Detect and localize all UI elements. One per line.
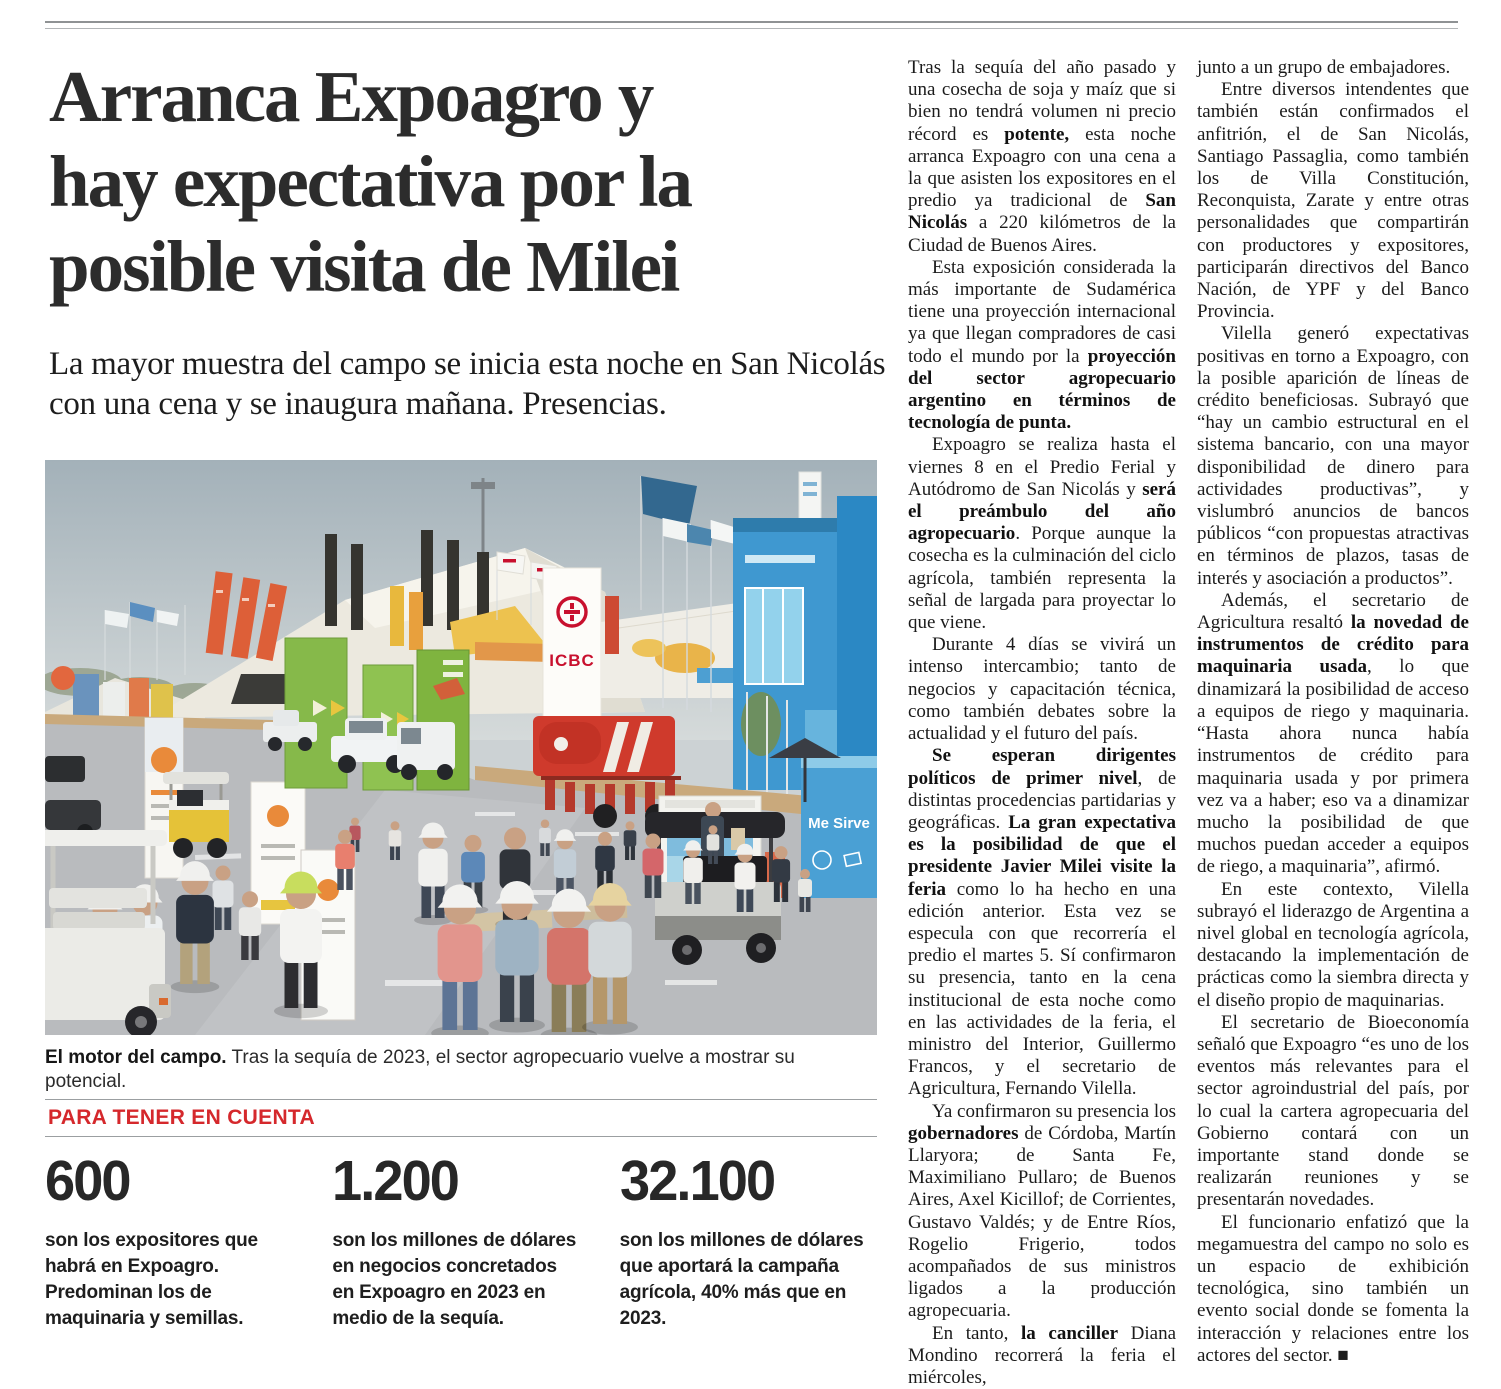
article-paragraph: En este contexto, Vilella subrayó el liderazgo de Argentina a nivel global en tecnología agrícola, destacando la implementación de prácticas como la siembra directa y el diseño propio de maquinarias. [1197,878,1469,1011]
deck: La mayor muestra del campo se inicia esta noche en San Nicolás con una cena y se inaugura mañana. Presencias. [49,346,886,422]
stat-item [45,1149,306,1332]
stat-item [332,1149,593,1332]
article-paragraph: Tras la sequía del año pasado y una cosecha de soja y maíz que si bien no tendrá volumen ni precio récord es potente, esta noche arranca Expoagro con una cena a la que asisten los expositores en el predio ya tradicional de San Nicolás a 220 kilómetros de la Ciudad de Buenos Aires. [908,57,1176,256]
article-photo [45,460,877,1035]
article-paragraph: Expoagro se realiza hasta el viernes 8 en el Predio Ferial y Autódromo de San Nicolás y será el preámbulo del año agropecuario. Porque aunque la cosecha es la culminación del ciclo agrícola, también representa la señal de largada para proyectar lo que viene. [908,434,1176,634]
article-paragraph: Durante 4 días se vivirá un intenso intercambio; tanto de negocios y capacitación técnica, como también debates sobre la actualidad y el futuro del país. [908,634,1176,745]
article-paragraph: En tanto, la canciller Diana Mondino recorrerá la feria el miércoles, [908,1322,1176,1388]
stat-description: son los millones de dólares en negocios concretados en Expoagro en 2023 en medio de la sequía. [332,1229,577,1329]
article-paragraph: junto a un grupo de embajadores. [1197,57,1451,78]
headline [49,54,889,309]
headline-line: hay expectativa por la [49,141,692,222]
top-rule [45,21,1458,29]
stat-item [619,1149,881,1332]
article-paragraph: Además, el secretario de Agricultura resaltó la novedad de instrumentos de crédito para maquinaria usada, lo que dinamizará la posibilidad de acceso a equipos de riego y maquinaria. “Hasta ahora nunca había instrumentos de crédito para maquinaria usada y por primera vez va a haber; eso va a dinamizar mucho la posibilidad de que muchos puedan acceder a equipos de riego, a maquinaria”, afirmó. [1197,589,1469,878]
article-paragraph: Se esperan dirigentes políticos de primer nivel, de distintas procedencias partidarias y geográficas. La gran expectativa es la posibilidad de que el presidente Javier Milei visite la feria como lo ha hecho en una edición anterior. Esta vez se especula con que recorrería el predio el martes 5. Sí confirmaron su presencia, tanto en la cena institucional de esta noche como en las actividades de la feria, el ministro del Interior, Guillermo Francos, y el secretario de Agricultura, Fernando Vilella. [908,745,1176,1100]
article-paragraph: El funcionario enfatizó que la megamuestra del campo no solo es un espacio de exhibición tecnológica, sino también un evento social donde se fomenta la interacción y relaciones entre los actores del sector. ■ [1197,1211,1469,1366]
article-paragraph: Vilella generó expectativas positivas en torno a Expoagro, con la posible aparición de líneas de crédito beneficiosas. Subrayó que “hay un cambio estructural en el sistema bancario, con una mayor disponibilidad de dinero para actividades productivas”, y vislumbró anuncios de bancos públicos “con propuestas atractivas en términos de plazos, tasas de interés y asociación a productos”. [1197,323,1469,589]
stat-number: 1.200 [332,1149,459,1213]
icbc-label: ICBC [549,651,595,670]
stat-number: 32.100 [619,1149,774,1213]
headline-line: posible visita de Milei [49,226,679,307]
photo-caption [45,1046,877,1094]
kicker-rule [45,1136,877,1137]
caption-lead: El motor del campo. [45,1047,227,1068]
stats-row [45,1149,881,1332]
article-column-2 [1197,57,1469,1367]
article-paragraph: El secretario de Bioeconomía señaló que Expoagro “es uno de los eventos más relevantes para el sector agroindustrial del país, por lo cual la cartera agropecuaria del Gobierno contará con un importante stand donde se realizarán reuniones y se presentarán novedades. [1197,1011,1469,1211]
stat-number: 600 [45,1149,130,1213]
me-sirve-label: Me Sirve [808,815,870,832]
orange-banners [206,571,287,661]
article-paragraph: Esta exposición considerada la más importante de Sudamérica tiene una proyección internacional ya que llegan compradores de casi todo el mundo por la proyección del sector agropecuario argentino en términos de tecnología de punta. [908,256,1176,434]
headline-line: Arranca Expoagro y [49,56,653,137]
article-paragraph: Entre diversos intendentes que también están confirmados el anfitrión, el de San Nicolás, Santiago Passaglia, como también los de Villa Constitución, Reconquista, Zarate y entre otras personalidades que compartirán con productores y expositores, participarán directivos del Banco Nación, de YPF y del Banco Provincia. [1197,79,1469,323]
expo-photo-illustration [45,460,877,1035]
stat-description: son los expositores que habrá en Expoagro. Predominan los de maquinaria y semillas. [45,1229,258,1329]
caption-text: Tras la sequía de 2023, el sector agropecuario vuelve a mostrar su potencial. [45,1047,795,1092]
article-paragraph: Ya confirmaron su presencia los gobernadores de Córdoba, Martín Llaryora; de Santa Fe, Maximiliano Pullaro; de Buenos Aires, Axel Kicillof; de Corrientes, Gustavo Valdés; y de Entre Ríos, Rogelio Frigerio, todos acompañados de sus ministros ligados a la producción agropecuaria. [908,1100,1176,1322]
kicker-rule [45,1099,877,1100]
article-column-1 [908,57,1176,1389]
section-kicker: PARA TENER EN CUENTA [48,1106,315,1129]
stat-description: son los millones de dólares que aportará la campaña agrícola, 40% más que en 2023. [619,1229,864,1329]
icbc-tower [543,568,601,718]
